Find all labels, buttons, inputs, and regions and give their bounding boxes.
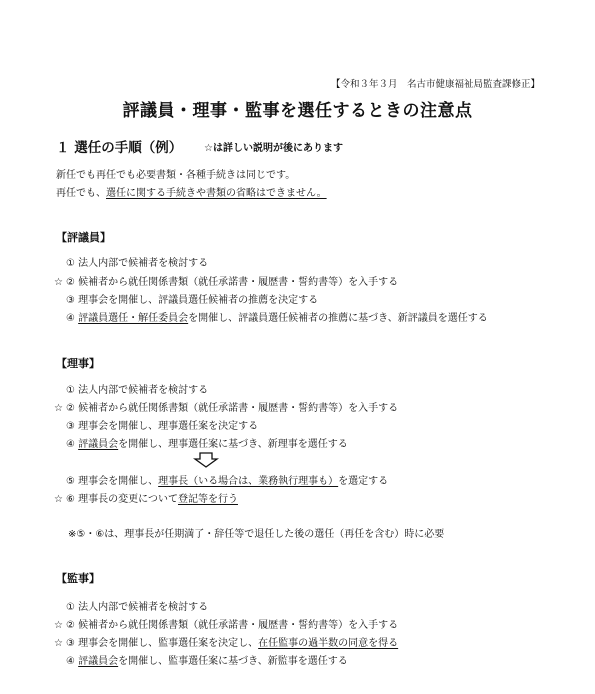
hyogiin-heading: 【評議員】 bbox=[56, 231, 111, 244]
kanji-step: ④ 評議員会を開催し、監事選任案に基づき、新監事を選任する bbox=[66, 656, 348, 667]
riji-step: ④ 評議員会を開催し、理事選任案に基づき、新理事を選任する bbox=[66, 439, 348, 450]
riji-step: ☆ ② 候補者から就任関係書類（就任承諾書・履歴書・誓約書等）を入手する bbox=[54, 403, 399, 414]
riji-note: ※⑤・⑥は、理事長が任期満了・辞任等で退任した後の選任（再任を含む）時に必要 bbox=[68, 529, 445, 540]
section-heading: １ 選任の手順（例） bbox=[56, 140, 183, 156]
section-note: ☆は詳しい説明が後にあります bbox=[204, 143, 343, 154]
hyogiin-step: ① 法人内部で候補者を検討する bbox=[66, 258, 209, 269]
kanji-step: ☆ ② 候補者から就任関係書類（就任承諾書・履歴書・誓約書等）を入手する bbox=[54, 620, 399, 631]
kanji-step: ① 法人内部で候補者を検討する bbox=[66, 602, 209, 613]
page-title: 評議員・理事・監事を選任するときの注意点 bbox=[122, 101, 473, 121]
hyogiin-step: ③ 理事会を開催し、評議員選任候補者の推薦を決定する bbox=[66, 295, 319, 306]
riji-step: ① 法人内部で候補者を検討する bbox=[66, 385, 209, 396]
kanji-step: ☆ ③ 理事会を開催し、監事選任案を決定し、在任監事の過半数の同意を得る bbox=[54, 638, 399, 649]
intro-line-2: 再任でも、選任に関する手続きや書類の省略はできません。 bbox=[56, 188, 327, 199]
riji-step: ③ 理事会を開催し、理事選任案を決定する bbox=[66, 421, 259, 432]
riji-heading: 【理事】 bbox=[56, 357, 100, 370]
hyogiin-step: ④ 評議員選任・解任委員会を開催し、評議員選任候補者の推薦に基づき、新評議員を選任する bbox=[66, 313, 488, 324]
revision-note: 【令和３年３月 名古市健康福祉局監査課修正】 bbox=[330, 79, 540, 90]
riji-step: ⑤ 理事会を開催し、理事長（いる場合は、業務執行理事も）を選定する bbox=[66, 476, 389, 487]
kanji-heading: 【監事】 bbox=[56, 572, 100, 585]
hyogiin-step: ☆ ② 候補者から就任関係書類（就任承諾書・履歴書・誓約書等）を入手する bbox=[54, 277, 399, 288]
riji-step: ☆ ⑥ 理事長の変更について登記等を行う bbox=[54, 494, 238, 505]
intro-line-1: 新任でも再任でも必要書類・各種手続きは同じです。 bbox=[56, 170, 296, 181]
down-arrow-icon bbox=[193, 452, 219, 468]
